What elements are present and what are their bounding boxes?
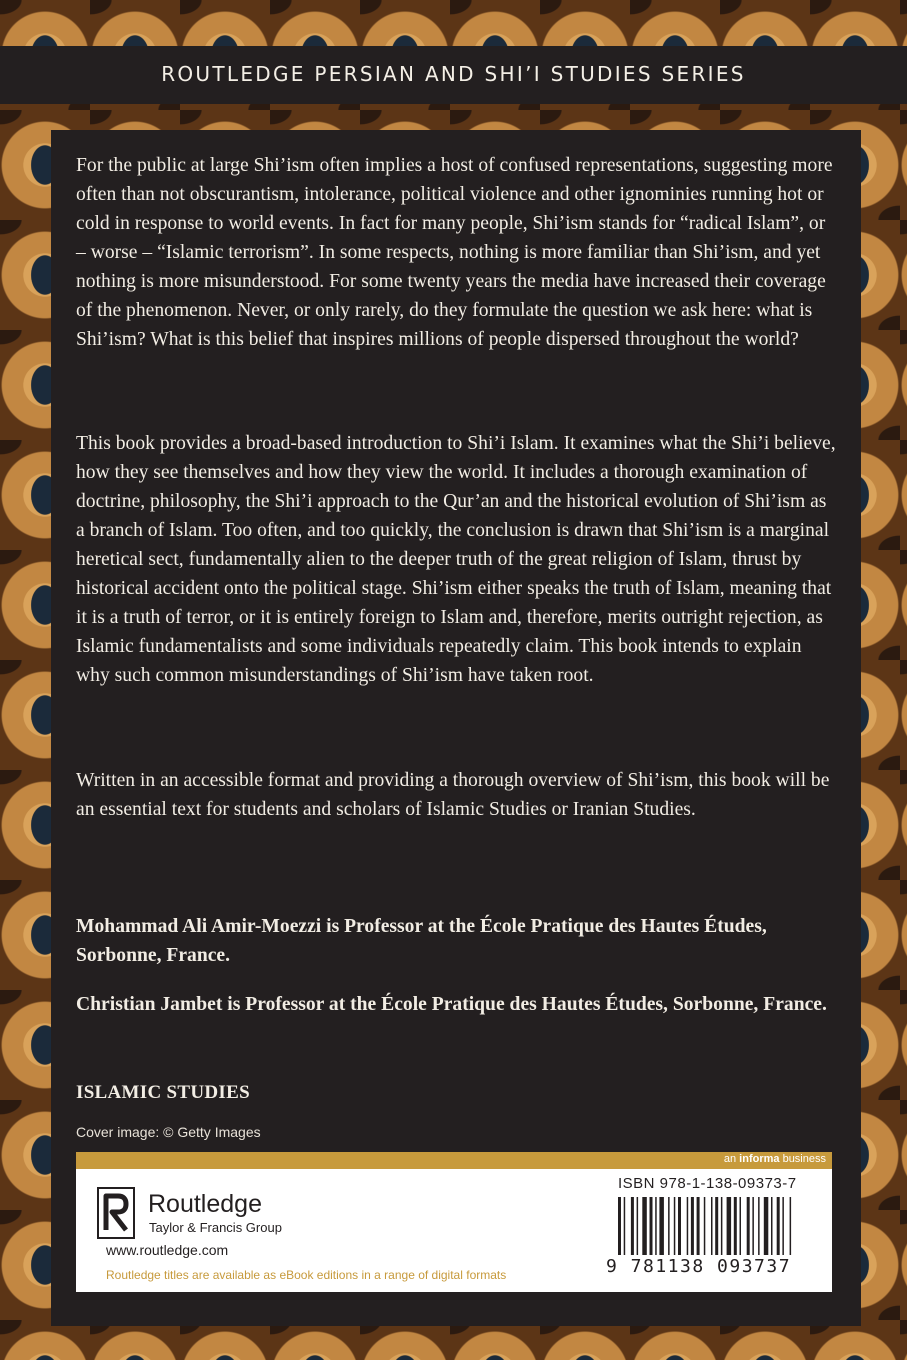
informa-brand: informa — [739, 1153, 780, 1165]
informa-banner — [76, 1152, 832, 1169]
blurb-paragraph-1: For the public at large Shi’ism often implies a host of confused representations, suggesting more often than not obscurantism, intolerance, political violence and other ignominies running hot or cold in response to world events. In fact for many people, Shi’ism stands for “radical Islam”, or – worse – “Islamic terrorism”. In some respects, nothing is more familiar than Shi’ism, and yet nothing is more misunderstood. For some twenty years the media have increased their coverage of the phenomenon. Never, or only rarely, do they formulate the question we ask here: what is Shi’ism? What is this belief that inspires millions of people dispersed throughout the world? — [76, 155, 833, 350]
ebook-availability-note: Routledge titles are available as eBook editions in a range of digital formats — [106, 1268, 507, 1282]
routledge-logo-icon — [96, 1186, 136, 1240]
author-bio-amir-moezzi: Mohammad Ali Amir-Moezzi is Professor at the École Pratique des Hautes Études, Sorbonne, France. — [76, 916, 767, 966]
publisher-group: Taylor & Francis Group — [149, 1220, 282, 1235]
informa-prefix: an — [723, 1153, 740, 1165]
blurb-paragraph-3: Written in an accessible format and providing a thorough overview of Shi’ism, this book will be an essential text for students and scholars of Islamic Studies or Iranian Studies. — [76, 770, 830, 820]
informa-tagline — [724, 1153, 826, 1165]
series-title: ROUTLEDGE PERSIAN AND SHI’I STUDIES SERIES — [161, 62, 746, 86]
blurb-paragraph-2: This book provides a broad-based introduction to Shi’i Islam. It examines what the Shi’i believe, how they see themselves and how they view the world. It includes a thorough examination of doctrine, philosophy, the Shi’i approach to the Qur’an and the historical evolution of Shi’ism as a branch of Islam. Too often, and too quickly, the conclusion is drawn that Shi’ism is a marginal heretical sect, fundamentally alien to the deeper truth of the great religion of Islam, thrust by historical accident onto the political stage. Shi’ism either speaks the truth of Islam, meaning that it is a truth of terror, or it is entirely foreign to Islam and, therefore, merits outright rejection, as Islamic fundamentalists and some individuals repeatedly claim. This book intends to explain why such common misunderstandings of Shi’ism have taken root. — [76, 433, 836, 686]
informa-suffix: business — [779, 1153, 826, 1165]
barcode-digits: 9 781138 093737 — [606, 1256, 792, 1277]
barcode-icon — [618, 1197, 824, 1255]
publisher-url[interactable]: www.routledge.com — [106, 1242, 229, 1258]
publisher-name: Routledge — [148, 1190, 262, 1218]
cover-image-credit: Cover image: © Getty Images — [76, 1124, 261, 1140]
isbn-label: ISBN 978-1-138-09373-7 — [618, 1175, 797, 1192]
subject-category: ISLAMIC STUDIES — [76, 1082, 250, 1103]
author-bio-jambet: Christian Jambet is Professor at the École Pratique des Hautes Études, Sorbonne, France. — [76, 994, 827, 1015]
